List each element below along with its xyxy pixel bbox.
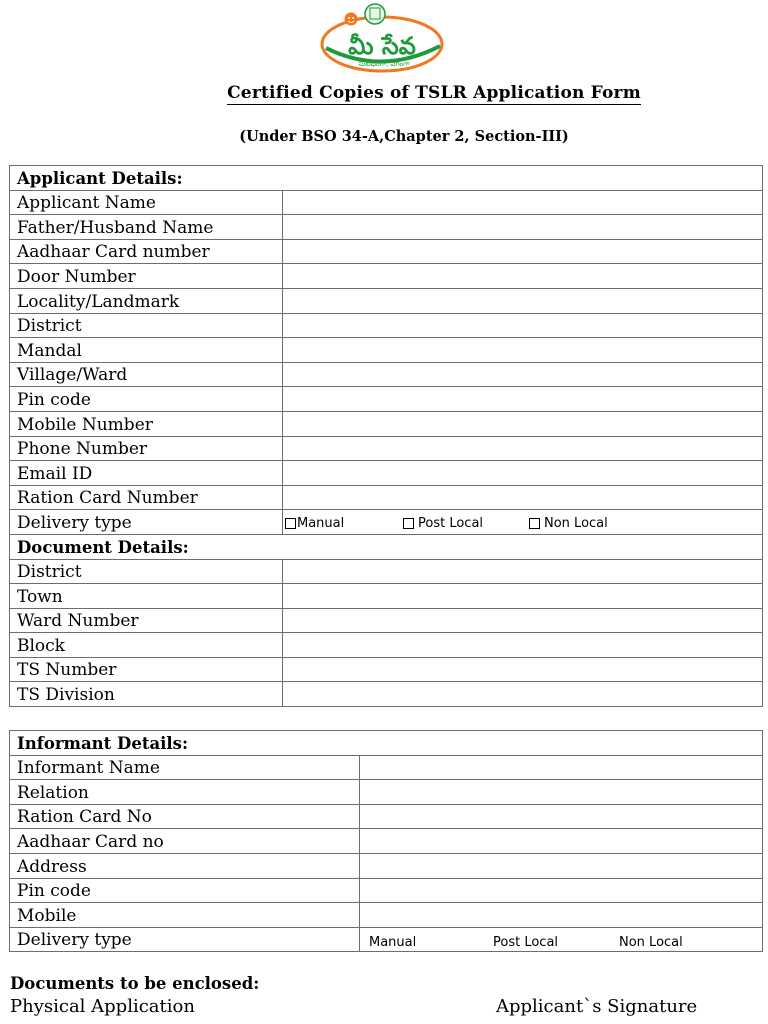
applicant-mandal-field[interactable] [283,338,763,363]
applicant-father-husband-name-row [10,215,763,240]
checkbox-icon[interactable] [403,518,414,529]
document-town-row [10,584,763,609]
document-ts-number-field[interactable] [283,657,763,682]
informant-address-row [10,853,763,878]
delivery-option-label: Manual [297,515,345,531]
informant-aadhaar-card-no-row [10,829,763,854]
applicant-delivery-manual-option[interactable] [285,516,344,532]
informant-address-label: Address [10,853,360,878]
applicant-email-id-row [10,461,763,486]
delivery-option-label: Post Local [418,515,484,531]
applicant-door-number-row [10,264,763,289]
informant-ration-card-no-field[interactable] [360,804,763,829]
informant-delivery-type-row [10,927,763,952]
applicant-mandal-label: Mandal [10,338,283,363]
informant-mobile-label: Mobile [10,903,360,928]
applicant-district-field[interactable] [283,313,763,338]
document-ts-number-row [10,657,763,682]
document-details-heading-row [10,534,763,559]
informant-mobile-row [10,903,763,928]
informant-delivery-type-label: Delivery type [10,927,360,952]
physical-application-label: Physical Application [10,996,195,1017]
applicant-village-ward-row [10,362,763,387]
applicant-locality-landmark-row [10,288,763,313]
applicant-phone-number-field[interactable] [283,436,763,461]
informant-delivery-non-local-option[interactable]: Non Local [619,935,683,951]
applicant-email-id-field[interactable] [283,461,763,486]
checkbox-icon[interactable] [529,518,540,529]
document-ts-division-row [10,682,763,707]
applicant-signature-label: Applicant`s Signature [496,996,698,1017]
applicant-applicant-name-label: Applicant Name [10,190,283,215]
document-town-label: Town [10,584,283,609]
applicant-ration-card-number-row [10,485,763,510]
applicant-mobile-number-label: Mobile Number [10,411,283,436]
informant-relation-row [10,780,763,805]
informant-pin-code-row [10,878,763,903]
document-district-row [10,559,763,584]
applicant-mobile-number-field[interactable] [283,411,763,436]
document-ward-number-row [10,608,763,633]
informant-address-field[interactable] [360,853,763,878]
document-block-label: Block [10,633,283,658]
document-ts-division-field[interactable] [283,682,763,707]
informant-relation-field[interactable] [360,780,763,805]
informant-ration-card-no-label: Ration Card No [10,804,360,829]
document-ts-number-label: TS Number [10,657,283,682]
informant-mobile-field[interactable] [360,903,763,928]
applicant-pin-code-row [10,387,763,412]
applicant-mobile-number-row [10,411,763,436]
form-title: Certified Copies of TSLR Application Form [227,83,641,103]
document-town-field[interactable] [283,584,763,609]
applicant-delivery-post-local-option[interactable] [403,516,483,532]
document-district-label: District [10,559,283,584]
applicant-delivery-non-local-option[interactable] [529,516,608,532]
document-ward-number-label: Ward Number [10,608,283,633]
applicant-details-heading-row [10,166,763,191]
document-ts-division-label: TS Division [10,682,283,707]
applicant-delivery-type-row [10,510,763,535]
applicant-district-row [10,313,763,338]
informant-pin-code-label: Pin code [10,878,360,903]
informant-informant-name-label: Informant Name [10,755,360,780]
form-subtitle: (Under BSO 34-A,Chapter 2, Section-III) [239,128,569,145]
applicant-document-table [9,165,763,707]
document-details-heading: Document Details: [10,534,763,559]
applicant-father-husband-name-field[interactable] [283,215,763,240]
informant-relation-label: Relation [10,780,360,805]
informant-delivery-post-local-option[interactable]: Post Local [493,935,559,951]
document-ward-number-field[interactable] [283,608,763,633]
applicant-district-label: District [10,313,283,338]
informant-aadhaar-card-no-label: Aadhaar Card no [10,829,360,854]
telangana-emblem-icon [365,4,385,24]
applicant-phone-number-row [10,436,763,461]
informant-ration-card-no-row [10,804,763,829]
applicant-delivery-type-field[interactable] [283,510,763,535]
informant-details-heading-row [10,731,763,756]
applicant-pin-code-label: Pin code [10,387,283,412]
informant-delivery-type-field[interactable] [360,927,763,952]
informant-details-heading: Informant Details: [10,731,763,756]
applicant-pin-code-field[interactable] [283,387,763,412]
informant-aadhaar-card-no-field[interactable] [360,829,763,854]
informant-informant-name-row [10,755,763,780]
delivery-option-label: Non Local [544,515,608,531]
applicant-locality-landmark-label: Locality/Landmark [10,288,283,313]
applicant-aadhaar-card-number-row [10,239,763,264]
logo-tagline: సులభంగా, వేగంగా [358,60,410,68]
logo-smiley-icon [345,13,358,26]
applicant-father-husband-name-label: Father/Husband Name [10,215,283,240]
document-block-row [10,633,763,658]
applicant-ration-card-number-field[interactable] [283,485,763,510]
document-district-field[interactable] [283,559,763,584]
applicant-aadhaar-card-number-label: Aadhaar Card number [10,239,283,264]
informant-delivery-manual-option[interactable]: Manual [369,935,417,951]
checkbox-icon[interactable] [285,518,296,529]
applicant-village-ward-label: Village/Ward [10,362,283,387]
applicant-door-number-field[interactable] [283,264,763,289]
informant-pin-code-field[interactable] [360,878,763,903]
documents-enclosed-heading: Documents to be enclosed: [10,974,260,993]
applicant-delivery-type-label: Delivery type [10,510,283,535]
applicant-village-ward-field[interactable] [283,362,763,387]
applicant-mandal-row [10,338,763,363]
applicant-email-id-label: Email ID [10,461,283,486]
applicant-applicant-name-field[interactable] [283,190,763,215]
applicant-locality-landmark-field[interactable] [283,288,763,313]
applicant-applicant-name-row [10,190,763,215]
document-block-field[interactable] [283,633,763,658]
applicant-door-number-label: Door Number [10,264,283,289]
informant-informant-name-field[interactable] [360,755,763,780]
informant-table [9,730,763,952]
applicant-details-heading: Applicant Details: [10,166,763,191]
applicant-phone-number-label: Phone Number [10,436,283,461]
meeseva-logo [318,2,448,74]
logo-text: మీ సేవ [348,32,416,60]
applicant-ration-card-number-label: Ration Card Number [10,485,283,510]
applicant-aadhaar-card-number-field[interactable] [283,239,763,264]
